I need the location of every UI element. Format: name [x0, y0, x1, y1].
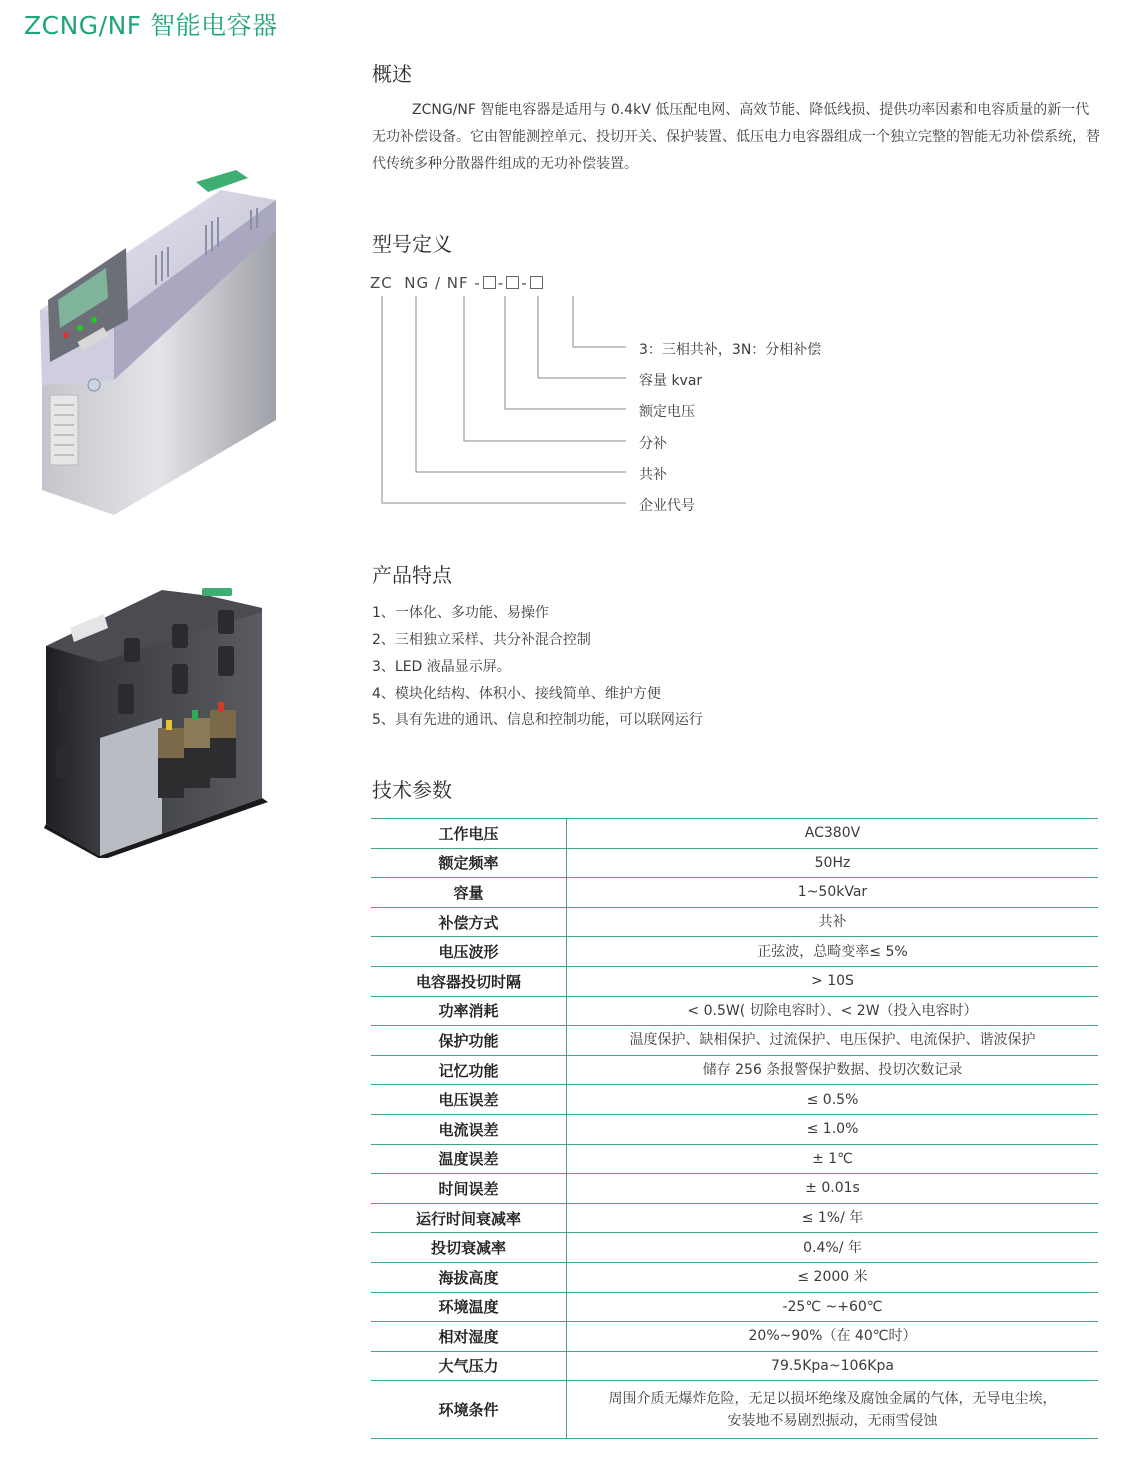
- spec-key: 容量: [371, 878, 567, 908]
- table-row: [371, 1144, 1098, 1174]
- feature-item: 4、模块化结构、体积小、接线简单、维护方便: [372, 686, 661, 702]
- definition-company: 企业代号: [639, 498, 695, 514]
- spec-key: 补偿方式: [371, 907, 567, 937]
- definition-split: 分补: [639, 436, 667, 452]
- spec-key: 记忆功能: [371, 1055, 567, 1085]
- spec-key: 时间误差: [371, 1174, 567, 1204]
- spec-key: 电流误差: [371, 1114, 567, 1144]
- table-row: [371, 1381, 1098, 1439]
- feature-item: 5、具有先进的通讯、信息和控制功能，可以联网运行: [372, 712, 703, 728]
- spec-value: 正弦波，总畸变率≤ 5%: [567, 937, 1099, 967]
- spec-key: 大气压力: [371, 1351, 567, 1381]
- spec-value: AC380V: [567, 819, 1099, 849]
- spec-key: 电压误差: [371, 1085, 567, 1115]
- table-row: [371, 966, 1098, 996]
- spec-key: 保护功能: [371, 1026, 567, 1056]
- spec-key: 功率消耗: [371, 996, 567, 1026]
- table-row: [371, 878, 1098, 908]
- code-dash: -: [521, 274, 528, 292]
- definition-common: 共补: [639, 467, 667, 483]
- spec-value: ≤ 2000 米: [567, 1262, 1099, 1292]
- spec-value-line: 周围介质无爆炸危险，无足以损坏绝缘及腐蚀金属的气体，无导电尘埃，: [608, 1390, 1057, 1407]
- code-separator: /: [434, 274, 441, 292]
- overview-paragraph: ZCNG/NF 智能电容器是适用与 0.4kV 低压配电网、高效节能、降低线损、提供功率因素和电容质量的新一代无功补偿设备。它由智能测控单元、投切开关、保护装置、低压电力电容器组成一个独立完整的智能无功补偿系统，替代传统多种分散器件组成的无功补偿装置。: [372, 102, 1100, 172]
- page-title: ZCNG/NF 智能电容器: [24, 11, 278, 40]
- smart-capacitor-image: [36, 170, 286, 520]
- spec-value: 储存 256 条报警保护数据、投切次数记录: [567, 1055, 1099, 1085]
- spec-value: < 0.5W( 切除电容时）、< 2W（投入电容时）: [567, 996, 1099, 1026]
- code-part-nf: NF: [446, 274, 469, 292]
- spec-value: ≤ 1.0%: [567, 1114, 1099, 1144]
- table-row: [371, 1292, 1098, 1322]
- features-heading: 产品特点: [372, 563, 452, 587]
- spec-key: 海拔高度: [371, 1262, 567, 1292]
- spec-key: 电容器投切时隔: [371, 966, 567, 996]
- spec-value: 79.5Kpa~106Kpa: [567, 1351, 1099, 1381]
- definition-phase: 3：三相共补，3N：分相补偿: [639, 342, 822, 358]
- specs-heading: 技术参数: [372, 778, 452, 802]
- spec-value: 温度保护、缺相保护、过流保护、电压保护、电流保护、谐波保护: [567, 1026, 1099, 1056]
- spec-key: 温度误差: [371, 1144, 567, 1174]
- table-row: [371, 819, 1098, 849]
- code-part-ng: NG: [404, 274, 430, 292]
- spec-value: [567, 1381, 1099, 1439]
- spec-value: 0.4%/ 年: [567, 1233, 1099, 1263]
- table-row: [371, 996, 1098, 1026]
- spec-value: 1~50kVar: [567, 878, 1099, 908]
- table-row: [371, 1322, 1098, 1352]
- spec-key: 工作电压: [371, 819, 567, 849]
- cabinet-image: [42, 588, 272, 858]
- spec-value: ≤ 1%/ 年: [567, 1203, 1099, 1233]
- spec-value: ≤ 0.5%: [567, 1085, 1099, 1115]
- table-row: [371, 1114, 1098, 1144]
- table-row: [371, 1055, 1098, 1085]
- spec-key: 投切衰减率: [371, 1233, 567, 1263]
- spec-key: 额定频率: [371, 848, 567, 878]
- spec-value: > 10S: [567, 966, 1099, 996]
- feature-item: 1、一体化、多功能、易操作: [372, 605, 549, 621]
- table-row: [371, 937, 1098, 967]
- spec-key: 运行时间衰减率: [371, 1203, 567, 1233]
- table-row: [371, 848, 1098, 878]
- table-row: [371, 1026, 1098, 1056]
- definition-voltage: 额定电压: [639, 404, 695, 420]
- spec-value-line: 安装地不易剧烈振动，无雨雪侵蚀: [727, 1412, 938, 1429]
- code-box: [506, 276, 519, 289]
- model-heading: 型号定义: [372, 232, 452, 256]
- spec-key: 环境条件: [371, 1381, 567, 1439]
- table-row: [371, 1233, 1098, 1263]
- model-definition-lines: [370, 296, 630, 516]
- table-row: [371, 907, 1098, 937]
- spec-value: 20%~90%（在 40℃时）: [567, 1322, 1099, 1352]
- table-row: [371, 1351, 1098, 1381]
- model-code: [370, 274, 545, 292]
- code-part-zc: ZC: [370, 274, 393, 292]
- definition-capacity: 容量 kvar: [639, 373, 703, 389]
- table-row: [371, 1203, 1098, 1233]
- code-box: [530, 276, 543, 289]
- code-box: [483, 276, 496, 289]
- spec-value: 50Hz: [567, 848, 1099, 878]
- code-dash: -: [474, 274, 481, 292]
- spec-value: ± 0.01s: [567, 1174, 1099, 1204]
- spec-key: 电压波形: [371, 937, 567, 967]
- feature-item: 3、LED 液晶显示屏。: [372, 659, 511, 675]
- spec-value: 共补: [567, 907, 1099, 937]
- spec-key: 相对湿度: [371, 1322, 567, 1352]
- overview-heading: 概述: [372, 62, 412, 86]
- code-dash: -: [497, 274, 505, 292]
- spec-key: 环境温度: [371, 1292, 567, 1322]
- overview-text: [372, 97, 1100, 178]
- spec-value: -25℃ ~+60℃: [567, 1292, 1099, 1322]
- spec-value: ± 1℃: [567, 1144, 1099, 1174]
- specs-table: [371, 818, 1098, 1439]
- table-row: [371, 1174, 1098, 1204]
- table-row: [371, 1262, 1098, 1292]
- table-row: [371, 1085, 1098, 1115]
- feature-item: 2、三相独立采样、共分补混合控制: [372, 632, 591, 648]
